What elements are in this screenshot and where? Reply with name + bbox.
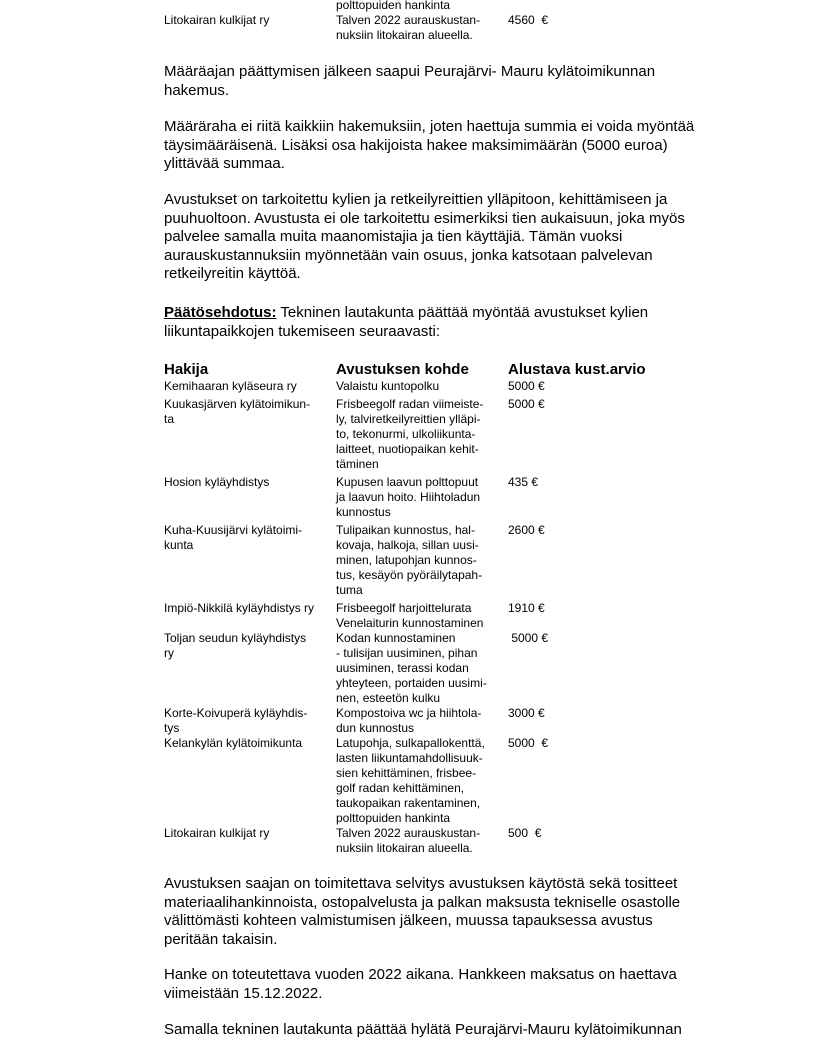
table-row — [164, 379, 646, 394]
amount-cell: 5000 € — [508, 397, 545, 411]
header-applicant: Hakija — [164, 361, 209, 378]
target-cell: Frisbeegolf harjoittelurata Venelaiturin kunnostaminen — [336, 601, 484, 630]
table-row — [164, 0, 548, 13]
target-cell: Tulipaikan kunnostus, hal- kovaja, halkoja, sillan uusi- minen, latupohjan kunnos- tus, kesäyön pyöräilytapah- tuma — [336, 523, 483, 597]
applicant-cell: Kuukasjärven kylätoimikun- ta — [164, 397, 311, 426]
table-header-row — [164, 361, 646, 379]
grant-table — [164, 361, 646, 856]
amount-cell: 500 € — [508, 826, 542, 840]
target-cell: Valaistu kuntopolku — [336, 379, 440, 393]
applicant-cell: Korte-Koivuperä kyläyhdis- tys — [164, 706, 308, 735]
decision-proposal-label: Päätösehdotus: — [164, 304, 277, 321]
paragraph-late-application: Määräajan päättymisen jälkeen saapui Peurajärvi- Mauru kylätoimikunnan hakemus. — [164, 63, 656, 99]
target-cell: Talven 2022 aurauskustan- nuksiin litokairan alueella. — [336, 826, 481, 855]
amount-cell: 5000 € — [508, 379, 545, 393]
paragraph-decision-proposal: Päätösehdotus: Tekninen lautakunta päättää myöntää avustukset kylien liikuntapaikkojen tukemiseen seuraavasti: — [164, 304, 649, 340]
target-cell: Latupohja, sulkapallokenttä, lasten liikuntamahdollisuuk- sien kehittäminen, frisbee- golf radan kehittäminen, taukopaikan rakentaminen, polttopuiden hankinta — [336, 736, 485, 825]
paragraph-rejection: Samalla tekninen lautakunta päättää hylätä Peurajärvi-Mauru kylätoimikunnan — [164, 1021, 682, 1038]
table-row — [164, 475, 646, 520]
target-cell: Kupusen laavun polttopuut ja laavun hoito. Hiihtoladun kunnostus — [336, 475, 481, 519]
amount-cell: 5000 € — [508, 631, 549, 645]
applicant-cell: Impiö-Nikkilä kyläyhdistys ry — [164, 601, 315, 615]
amount-cell: 4560 € — [508, 13, 549, 27]
table-row — [164, 736, 646, 826]
table-row — [164, 13, 548, 43]
header-amount: Alustava kust.arvio — [508, 361, 646, 378]
target-cell: Frisbeegolf radan viimeiste- ly, talviretkeilyreittien ylläpi- to, tekonurmi, ulkoliikunta- laitteet, nuotiopaikan kehit- täminen — [336, 397, 484, 471]
applicant-cell: Kelankylän kylätoimikunta — [164, 736, 303, 750]
applicant-cell: Kuha-Kuusijärvi kylätoimi- kunta — [164, 523, 303, 552]
table-row — [164, 397, 646, 472]
amount-cell: 435 € — [508, 475, 539, 489]
table-row — [164, 631, 646, 706]
applicant-cell: Litokairan kulkijat ry — [164, 13, 270, 27]
applicant-cell: Hosion kyläyhdistys — [164, 475, 270, 489]
amount-cell: 5000 € — [508, 736, 549, 750]
header-target: Avustuksen kohde — [336, 361, 469, 378]
paragraph-reporting-requirement: Avustuksen saajan on toimitettava selvitys avustuksen käytöstä sekä tositteet materiaalihankinnoista, ostopalvelusta ja palkan maksusta tekniselle osastolle välittömästi kohteen valmistumisen jälkeen, muussa tapauksessa avustus peritään takaisin. — [164, 875, 681, 948]
amount-cell: 3000 € — [508, 706, 545, 720]
applicant-cell: Toljan seudun kyläyhdistys ry — [164, 631, 307, 660]
target-cell: Kodan kunnostaminen - tulisijan uusiminen, pihan uusiminen, terassi kodan yhteyteen, portaiden uusimi- nen, esteetön kulku — [336, 631, 487, 705]
table-row — [164, 523, 646, 598]
target-cell: Kompostoiva wc ja hiihtola- dun kunnostus — [336, 706, 482, 735]
target-cell: polttopuiden hankinta — [336, 0, 451, 12]
amount-cell: 2600 € — [508, 523, 545, 537]
paragraph-budget-insufficient: Määräraha ei riitä kaikkiin hakemuksiin, joten haettuja summia ei voida myöntää täysimääräisenä. Lisäksi osa hakijoista hakee maksimimäärän (5000 euroa) ylittävää summaa. — [164, 118, 695, 172]
target-cell: Talven 2022 aurauskustan- nuksiin litokairan alueella. — [336, 13, 481, 42]
applicant-cell: Litokairan kulkijat ry — [164, 826, 270, 840]
table-row — [164, 601, 646, 631]
paragraph-grant-purpose: Avustukset on tarkoitettu kylien ja retkeilyreittien ylläpitoon, kehittämiseen ja puuhuoltoon. Avustusta ei ole tarkoitettu esimerkiksi tien aukaisuun, joka myös palvelee samalla muita maanomistajia ja tien käyttäjiä. Tämän vuoksi aurauskustannuksiin myönnetään vain osuus, jonka katsotaan palvelevan retkeilyreitin käyttöä. — [164, 191, 685, 282]
paragraph-deadline: Hanke on toteutettava vuoden 2022 aikana. Hankkeen maksatus on haettava viimeistään 15.12.2022. — [164, 966, 677, 1002]
amount-cell: 1910 € — [508, 601, 545, 615]
applicant-cell: Kemihaaran kyläseura ry — [164, 379, 297, 393]
table-row — [164, 706, 646, 736]
previous-table-fragment — [164, 0, 548, 43]
table-row — [164, 826, 646, 856]
